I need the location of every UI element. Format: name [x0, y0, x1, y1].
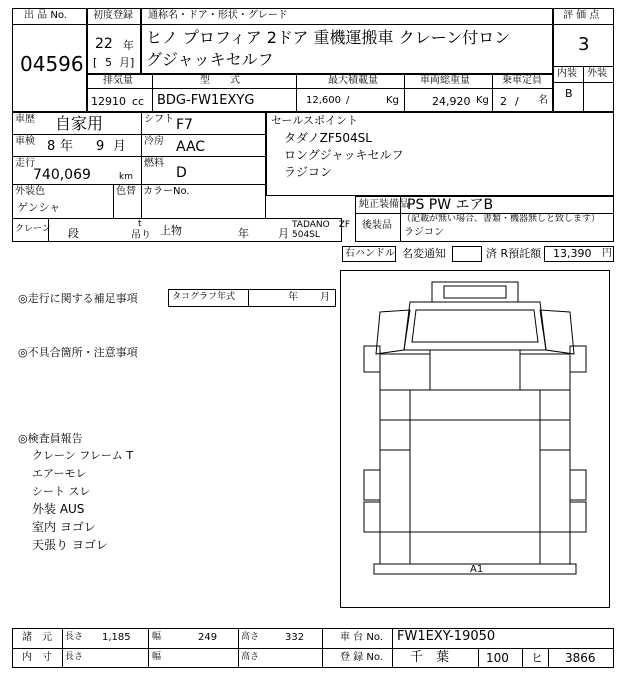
- total-weight-label: 車両総重量: [420, 75, 470, 86]
- lot-number: 04596: [20, 52, 84, 76]
- crane-hang-label: 吊り: [131, 230, 151, 241]
- crane-upper-label: 上物: [160, 224, 182, 237]
- cab-windshield: [412, 310, 538, 342]
- max-load: 12,600: [306, 95, 341, 106]
- inspection-month: 9: [96, 139, 105, 154]
- cab-left-side: [376, 310, 410, 354]
- cargo-bed: [380, 390, 570, 564]
- color-label: 外装色: [15, 186, 45, 197]
- registration-area: 千 葉: [410, 650, 450, 665]
- max-load-label: 最大積載量: [328, 75, 378, 86]
- recycle-value: 13,390: [553, 247, 592, 260]
- inspector-report-line: シート スレ: [32, 485, 91, 498]
- color: ゲンシャ: [17, 201, 61, 214]
- first-registration-month: 5: [105, 56, 112, 69]
- width-label: 幅: [152, 632, 162, 642]
- displacement-unit: cc: [132, 95, 145, 108]
- vehicle-name-line1: ヒノ プロフィア 2ドア 重機運搬車 クレーン付ロン: [146, 28, 511, 47]
- displacement: 12910: [91, 95, 126, 108]
- inspector-report-line: クレーン フレーム T: [32, 449, 134, 462]
- inner-height-label: 高さ: [241, 652, 260, 662]
- model-label: 型 式: [200, 75, 240, 86]
- cab-back: [430, 350, 520, 390]
- tachograph-month-unit: 月: [320, 292, 330, 303]
- history-label: 車歴: [15, 114, 35, 125]
- displacement-label: 排気量: [103, 75, 133, 86]
- truck-outline-svg: [340, 270, 610, 610]
- capacity-label: 乗車定員: [502, 75, 542, 86]
- inspector-report-line: 天張り ヨゴレ: [32, 538, 108, 552]
- total-weight: 24,920: [432, 95, 471, 108]
- inspection-label: 車検: [15, 136, 35, 147]
- height-label: 高さ: [241, 632, 260, 642]
- wheel-mid-right: [570, 470, 586, 500]
- wheel-mid-left: [364, 470, 380, 500]
- roof-marker: [444, 286, 506, 298]
- factory-equipment-label: 純正装備品: [359, 199, 409, 210]
- door-right: [520, 354, 570, 390]
- month-unit: 月]: [119, 56, 135, 69]
- height: 332: [285, 632, 305, 643]
- total-weight-unit: Kg: [476, 95, 489, 106]
- right-handle: 右ハンドル: [345, 248, 395, 259]
- defects-label: ◎不具合箇所・注意事項: [18, 346, 138, 359]
- inspector-report-line: 室内 ヨゴレ: [32, 520, 96, 534]
- aftermarket-value: ラジコン: [404, 227, 444, 238]
- max-load-separator: /: [346, 95, 350, 106]
- first-registration-year: 22: [95, 36, 113, 52]
- grade-label: 評 価 点: [563, 10, 600, 21]
- model: BDG-FW1EXYG: [157, 93, 255, 108]
- registration-label: 登 録 No.: [340, 652, 383, 663]
- ac-label: 冷房: [144, 136, 164, 147]
- crane-ton-unit: t: [138, 219, 142, 229]
- inspection-month-unit: 月: [113, 139, 127, 154]
- vehicle-name-line2: グジャッキセルフ: [146, 50, 274, 69]
- max-load-unit: Kg: [386, 95, 399, 106]
- interior-label: 内装: [557, 68, 577, 79]
- year-unit: 年: [123, 39, 134, 52]
- fuel-label: 燃料: [144, 158, 164, 169]
- lot-number-label: 出 品 No.: [24, 10, 67, 21]
- wheel-rear-left: [364, 502, 380, 532]
- inspection-year-unit: 年: [60, 139, 74, 154]
- inner-dimensions-label: 内 寸: [22, 652, 52, 663]
- inner-width-label: 幅: [152, 652, 162, 662]
- vehicle-name-label: 通称名・ドア・形状・グレード: [148, 10, 288, 21]
- history: 自家用: [55, 114, 104, 133]
- length-label: 長さ: [65, 632, 84, 642]
- registration-kana: ヒ: [531, 651, 544, 665]
- door-left: [380, 354, 430, 390]
- width: 249: [198, 632, 218, 643]
- month-bracket-open: [: [93, 56, 98, 69]
- ac: AAC: [176, 139, 206, 155]
- sales-point-line: タダノZF504SL: [284, 131, 372, 145]
- capacity: 2: [500, 95, 507, 108]
- registration-number: 3866: [565, 651, 596, 665]
- cab-body: [404, 302, 546, 350]
- name-change-box: [452, 246, 482, 262]
- recycle-label: 済 R預託額: [486, 247, 542, 260]
- inspector-report-line: 外装 AUS: [32, 502, 85, 516]
- name-change-label: 名変通知: [402, 247, 446, 260]
- dimensions-label: 諸 元: [22, 632, 52, 643]
- diagram-frame: [341, 271, 610, 608]
- capacity-unit: 名: [538, 95, 548, 106]
- crane-label: クレーン: [15, 224, 51, 234]
- truck-diagram: [340, 270, 610, 614]
- driving-notes-label: ◎走行に関する補足事項: [18, 292, 138, 305]
- crane-model: 504SL: [292, 230, 320, 240]
- cab-right-side: [540, 310, 574, 354]
- tachograph-year-unit: 年: [288, 292, 298, 303]
- exterior-label: 外装: [587, 68, 607, 79]
- length: 1,185: [102, 632, 131, 643]
- chassis-label: 車 台 No.: [340, 632, 383, 643]
- first-registration-label: 初度登録: [93, 10, 133, 21]
- crane-upper-year-unit: 年: [238, 227, 249, 240]
- overall-grade: 3: [578, 34, 590, 55]
- crane-maker: TADANO ZF: [292, 220, 351, 230]
- registration-class: 100: [486, 651, 509, 665]
- mileage-label: 走行: [15, 158, 35, 169]
- aftermarket-label: 後装品: [362, 220, 392, 231]
- inspection-year: 8: [47, 139, 56, 154]
- mileage-unit: km: [119, 172, 133, 182]
- fuel: D: [176, 165, 187, 181]
- recycle-unit: 円: [602, 248, 612, 259]
- crane-stage-unit: 段: [68, 227, 79, 240]
- color-change-label: 色替: [116, 186, 136, 197]
- damage-mark: A1: [470, 564, 484, 575]
- inspector-report-line: エアーモレ: [32, 467, 87, 480]
- tachograph-label: タコグラフ年式: [172, 292, 236, 302]
- interior-grade: B: [565, 87, 573, 100]
- sales-point-label: セールスポイント: [271, 114, 359, 127]
- color-number-label: カラーNo.: [143, 186, 190, 197]
- cab-roof: [432, 282, 518, 302]
- inner-length-label: 長さ: [65, 652, 84, 662]
- inspector-report-label: ◎検査員報告: [18, 432, 83, 445]
- wheel-front-left: [364, 346, 380, 372]
- shift-label: シフト: [144, 114, 174, 125]
- chassis-number: FW1EXY-19050: [397, 629, 496, 644]
- wheel-front-right: [570, 346, 586, 372]
- crane-upper-month-unit: 月: [278, 227, 289, 240]
- mileage: 740,069: [33, 167, 91, 183]
- wheel-rear-right: [570, 502, 586, 532]
- sales-point-line: ラジコン: [284, 165, 333, 179]
- capacity-separator: /: [515, 95, 519, 108]
- factory-equipment: PS PW エアB: [407, 197, 494, 213]
- sales-point-line: ロングジャッキセルフ: [284, 148, 404, 162]
- aftermarket-note: （記載が無い場合、書類・機器無しと致します）: [402, 214, 601, 224]
- shift: F7: [176, 117, 193, 133]
